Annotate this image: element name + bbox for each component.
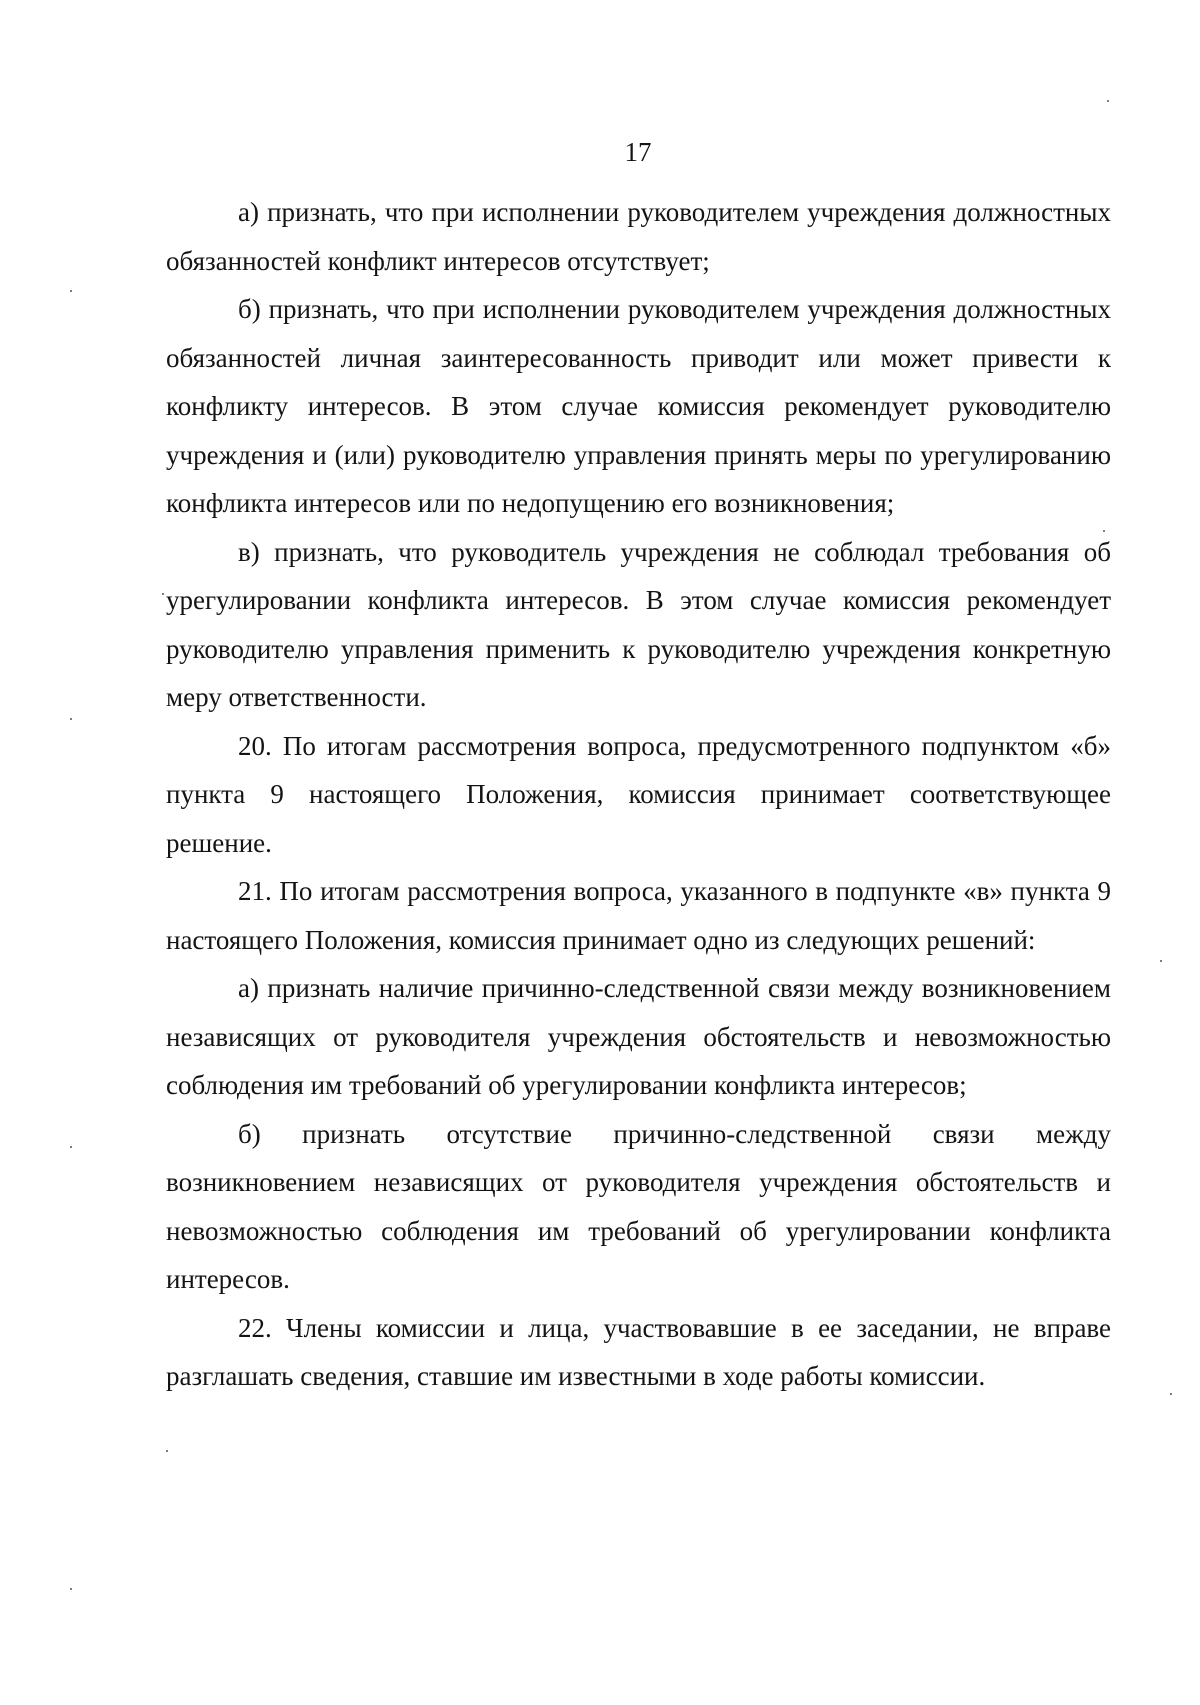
scan-speck [70,1146,72,1148]
paragraph-21-b-no-causal-link: б) признать отсутствие причинно-следственной связи между возникновением независящих от руководителя учреждения обстоятельств и невозможностью соблюдения им требований об урегулировании конфликта интересов. [166,1118,1111,1294]
paragraph-22: 22. Члены комиссии и лица, участвовавшие в ее заседании, не вправе разглашать сведения, ставшие им известными в ходе работы комиссии. [166,1312,1111,1391]
scan-speck [1107,100,1109,102]
page-number: 17 [624,137,652,167]
paragraph-b-personal-interest: б) признать, что при исполнении руководителем учреждения должностных обязанностей личная заинтересованность приводит или может привести к конфликту интересов. В этом случае комиссия рекомендует руководителю учреждения и (или) руководителю управления принять меры по урегулированию конфликта интересов или по недопущению его возникновения; [166,294,1111,518]
paragraph-21: 21. По итогам рассмотрения вопроса, указанного в подпункте «в» пункта 9 настоящего Положения, комиссия принимает одно из следующих решений: [166,876,1111,955]
document-body [166,188,1111,1401]
paragraph-a-no-conflict: а) признать, что при исполнении руководителем учреждения должностных обязанностей конфликт интересов отсутствует; [166,197,1111,276]
paragraph-20: 20. По итогам рассмотрения вопроса, предусмотренного подпунктом «б» пункта 9 настоящего Положения, комиссия принимает соответствующее решение. [166,730,1111,858]
paragraph-v-requirements-violated: в) признать, что руководитель учреждения не соблюдал требования об урегулировании конфликта интересов. В этом случае комиссия рекомендует руководителю управления применить к руководителю учреждения конкретную меру ответственности. [166,536,1111,712]
paragraph-21-a-causal-link: а) признать наличие причинно-следственной связи между возникновением независящих от руководителя учреждения обстоятельств и невозможностью соблюдения им требований об урегулировании конфликта интересов; [166,973,1111,1100]
scan-speck [70,1588,72,1590]
scan-speck [166,1450,168,1452]
scan-speck [70,718,72,720]
scan-speck [70,290,72,292]
scan-speck [1160,960,1162,962]
scan-speck [1103,530,1105,532]
scan-speck [1170,1393,1172,1395]
scan-speck [162,593,164,595]
